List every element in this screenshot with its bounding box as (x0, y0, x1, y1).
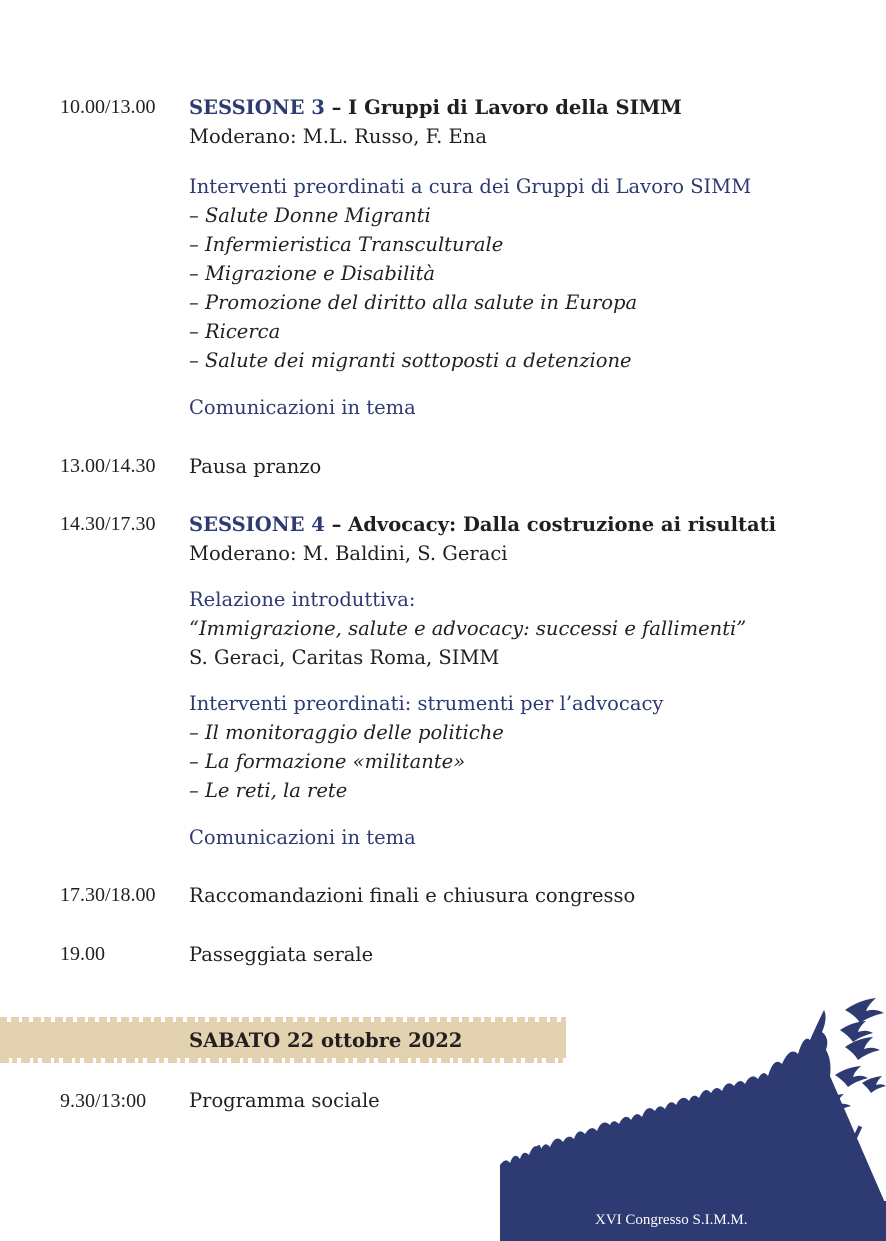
session3-title: – I Gruppi di Lavoro della SIMM (324, 96, 682, 119)
session4-interventi-heading: Interventi preordinati: strumenti per l’advocacy (189, 692, 664, 715)
session4-title: – Advocacy: Dalla costruzione ai risultati (324, 513, 777, 536)
day-heading: SABATO 22 ottobre 2022 (189, 1029, 463, 1052)
passeggiata-label: Passeggiata serale (189, 943, 374, 966)
swallow-icon (845, 1037, 880, 1060)
chiusura-time: 17.30/18.00 (60, 884, 156, 906)
session4-relazione-speaker: S. Geraci, Caritas Roma, SIMM (189, 646, 500, 669)
session3-intervento: – Infermieristica Transculturale (189, 233, 504, 256)
chiusura-label: Raccomandazioni finali e chiusura congresso (189, 884, 636, 907)
session3-heading (189, 96, 682, 119)
pausa-label: Pausa pranzo (189, 455, 322, 478)
session3-intervento: – Ricerca (189, 320, 281, 343)
session4-heading (189, 513, 776, 536)
session3-intervento: – Salute Donne Migranti (189, 204, 431, 227)
session4-intervento: – Le reti, la rete (189, 779, 348, 802)
session3-intervento: – Promozione del diritto alla salute in Europa (189, 291, 638, 314)
swallow-icon (845, 998, 884, 1023)
session4-time: 14.30/17.30 (60, 513, 156, 535)
session4-comunicazioni: Comunicazioni in tema (189, 826, 416, 849)
session3-intervento: – Salute dei migranti sottoposti a detenzione (189, 349, 632, 372)
session3-label: SESSIONE 3 (189, 96, 325, 119)
session3-time: 10.00/13.00 (60, 96, 156, 118)
session4-relazione-heading: Relazione introduttiva: (189, 588, 416, 611)
session3-comunicazioni: Comunicazioni in tema (189, 396, 416, 419)
session4-moderators: Moderano: M. Baldini, S. Geraci (189, 542, 508, 565)
session4-label: SESSIONE 4 (189, 513, 325, 536)
congress-logo-illustration (500, 995, 886, 1241)
sabato-time: 9.30/13:00 (60, 1090, 147, 1112)
sabato-label: Programma sociale (189, 1089, 380, 1112)
session4-relazione-title: “Immigrazione, salute e advocacy: successi e fallimenti” (189, 617, 747, 640)
logo-caption: XVI Congresso S.I.M.M. (595, 1212, 748, 1228)
pausa-time: 13.00/14.30 (60, 455, 156, 477)
session3-interventi-heading: Interventi preordinati a cura dei Gruppi di Lavoro SIMM (189, 175, 752, 198)
passeggiata-time: 19.00 (60, 943, 105, 965)
session3-intervento: – Migrazione e Disabilità (189, 262, 436, 285)
session3-moderators: Moderano: M.L. Russo, F. Ena (189, 125, 487, 148)
session4-intervento: – Il monitoraggio delle politiche (189, 721, 504, 744)
session4-intervento: – La formazione «militante» (189, 750, 466, 773)
